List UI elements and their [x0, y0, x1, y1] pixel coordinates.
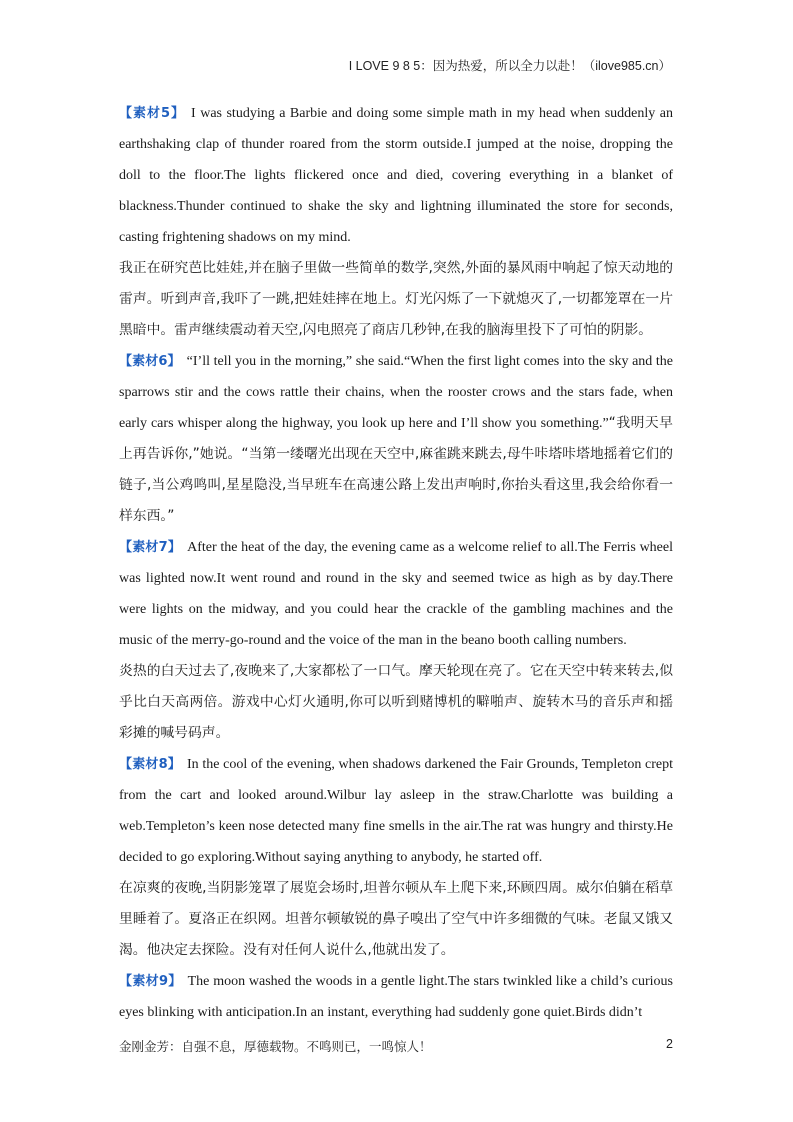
material-7-en-text: After the heat of the day, the evening came as a welcome relief to all.The Ferris wheel was lighted now.It went round and round in the sky and seemed twice as high as by day.There were lights on the midway, and you could hear the crackle of the gambling machines and the music of the merry-go-round and the voice of the man in the beano booth calling numbers.	[119, 540, 673, 648]
document-body	[119, 98, 673, 1028]
material-8-tag: 【素材8】	[119, 757, 181, 772]
material-6-tag: 【素材6】	[119, 354, 181, 369]
material-6-en-text: “I’ll tell you in the morning,” she said.“When the first light comes into the sky and the sparrows stir and the cows rattle their chains, when the rooster crows and the stars fade, when early cars whisper along the highway, you look up here and I’ll show you something.”	[119, 354, 674, 431]
page-header: I LOVE 9 8 5：因为热爱，所以全力以赴！（ilove985.cn）	[348, 59, 671, 73]
material-5-english	[119, 98, 673, 253]
material-9-en-text: The moon washed the woods in a gentle light.The stars twinkled like a child’s curious eyes blinking with anticipation.In an instant, everything had suddenly gone quiet.Birds didn’t	[119, 974, 673, 1020]
page-number: 2	[666, 1037, 673, 1051]
material-7-tag: 【素材7】	[119, 540, 182, 555]
material-5-en-text: I was studying a Barbie and doing some simple math in my head when suddenly an earthshaking clap of thunder roared from the storm outside.I jumped at the noise, dropping the doll to the floor.The lights flickered once and died, covering everything in a blanket of blackness.Thunder continued to shake the sky and lightning illuminated the store for seconds, casting frightening shadows on my mind.	[119, 106, 673, 245]
material-6-paragraph	[119, 346, 673, 532]
material-7-chinese: 炎热的白天过去了,夜晚来了,大家都松了一口气。摩天轮现在亮了。它在天空中转来转去,似乎比白天高两倍。游戏中心灯火通明,你可以听到赌博机的噼啪声、旋转木马的音乐声和摇彩摊的喊号码声。	[119, 663, 673, 741]
material-9-english	[119, 966, 673, 1028]
material-8-en-text: In the cool of the evening, when shadows darkened the Fair Grounds, Templeton crept from the cart and looked around.Wilbur lay asleep in the straw.Charlotte was building a web.Templeton’s keen nose detected many fine smells in the air.The rat was hungry and thirsty.He decided to go exploring.Without saying anything to anybody, he started off.	[119, 757, 673, 865]
material-9-tag: 【素材9】	[119, 974, 182, 989]
material-6-zh-text: “我明天早上再告诉你,”她说。“当第一缕曙光出现在天空中,麻雀跳来跳去,母牛咔塔咔塔地摇着它们的链子,当公鸡鸣叫,星星隐没,当早班车在高速公路上发出声响时,你抬头看这里,我会给你看一样东西。”	[119, 415, 673, 524]
material-7-english	[119, 532, 673, 656]
material-5-tag: 【素材5】	[119, 106, 186, 121]
material-8-english	[119, 749, 673, 873]
material-8-chinese: 在凉爽的夜晚,当阴影笼罩了展览会场时,坦普尔顿从车上爬下来,环顾四周。威尔伯躺在稻草里睡着了。夏洛正在织网。坦普尔顿敏锐的鼻子嗅出了空气中许多细微的气味。老鼠又饿又渴。他决定去探险。没有对任何人说什么,他就出发了。	[119, 880, 673, 958]
footer-motto: 金刚金芳：自强不息，厚德载物。不鸣则已，一鸣惊人！	[119, 1039, 432, 1054]
material-5-chinese: 我正在研究芭比娃娃,并在脑子里做一些简单的数学,突然,外面的暴风雨中响起了惊天动地的雷声。听到声音,我吓了一跳,把娃娃摔在地上。灯光闪烁了一下就熄灭了,一切都笼罩在一片黑暗中。雷声继续震动着天空,闪电照亮了商店几秒钟,在我的脑海里投下了可怕的阴影。	[119, 260, 673, 338]
